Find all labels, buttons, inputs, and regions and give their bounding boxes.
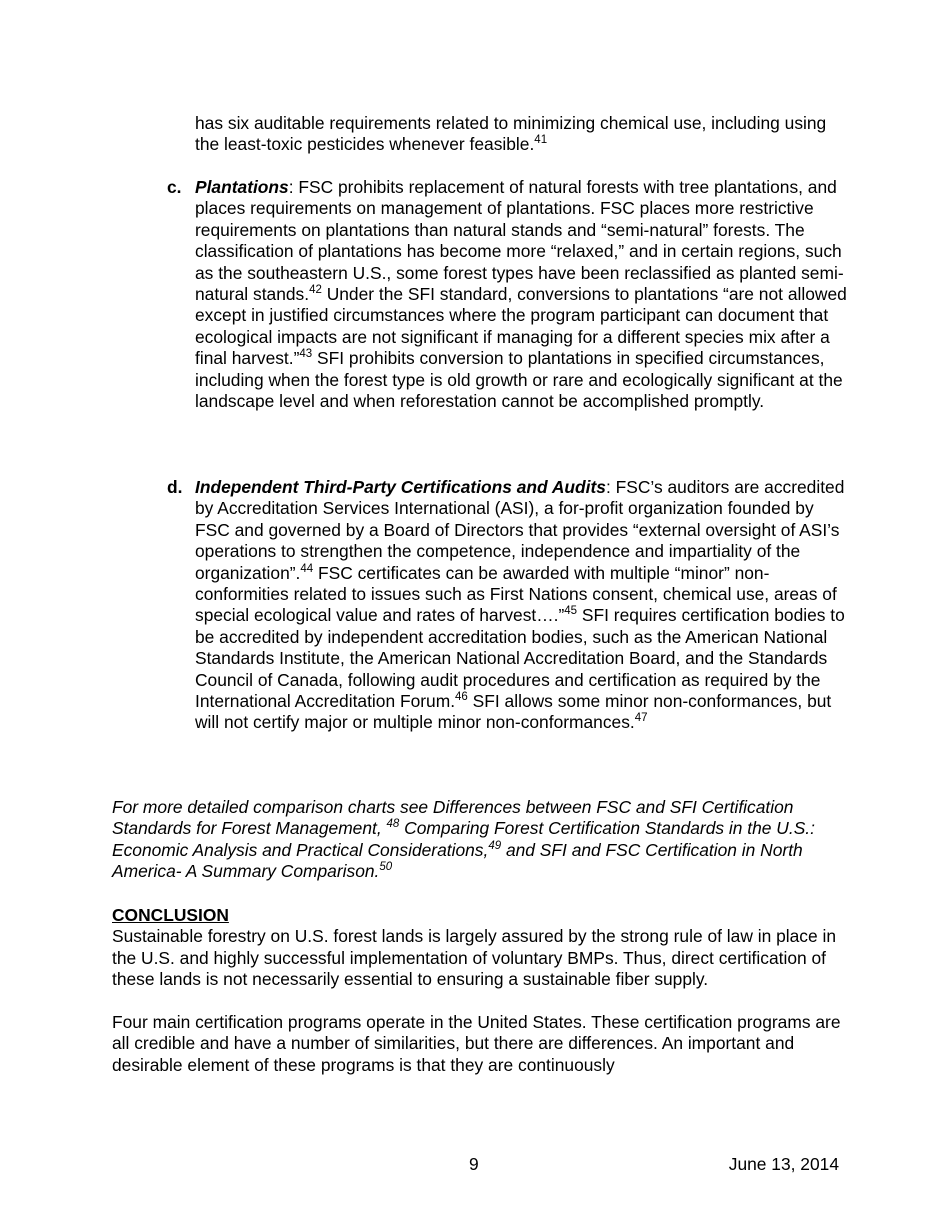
list-item-plantations <box>167 177 847 412</box>
footnote-ref: 47 <box>634 712 648 725</box>
footer-date-text: June 13, 2014 <box>728 1154 839 1174</box>
page-number-text: 9 <box>469 1154 479 1174</box>
list-item-text: SFI allows some minor non-conformances, but will not certify major or multiple minor non-conformances. <box>195 691 832 733</box>
list-item-title: Plantations <box>195 177 289 197</box>
section-heading: CONCLUSION <box>112 905 229 925</box>
list-item-text: : FSC prohibits replacement of natural forests with tree plantations, and places requirements on management of plantations. FSC places more restrictive requirements on plantations than natural stands and “semi-natural” forests. The classification of plantations has become more “relaxed,” and in certain regions, such as the southeastern U.S., some forest types have been reclassified as planted semi-natural stands. <box>195 177 844 305</box>
page-number <box>469 1154 479 1175</box>
comparison-text: For more detailed comparison charts see Differences between FSC and SFI Certification Standards for Forest Management, <box>112 797 794 839</box>
footnote-ref: 44 <box>300 562 314 575</box>
footnote-ref: 43 <box>299 348 313 361</box>
list-item-text: : FSC’s auditors are accredited by Accreditation Services International (ASI), a for-profit organization founded by FSC and governed by a Board of Directors that provides “external oversight of ASI’s operations to strengthen the competence, independence and impartiality of the organization”. <box>195 477 845 583</box>
footnote-ref: 48 <box>386 818 400 831</box>
list-item-third-party-audits <box>167 477 847 734</box>
list-item-text: SFI prohibits conversion to plantations in specified circumstances, including when the forest type is old growth or rare and ecologically significant at the landscape level and when reforestation cannot be accomplished promptly. <box>195 348 843 412</box>
footnote-ref: 46 <box>455 691 468 704</box>
conclusion-paragraph-1: Sustainable forestry on U.S. forest lands is largely assured by the strong rule of law in place in the U.S. and highly successful implementation of voluntary BMPs. Thus, direct certification of these lands is not necessarily essential to ensuring a sustainable fiber supply. <box>112 926 837 990</box>
comparison-paragraph <box>112 797 842 883</box>
conclusion-paragraph-2: Four main certification programs operate in the United States. These certification programs are all credible and have a number of similarities, but there are differences. An important and desirable element of these programs is that they are continuously <box>112 1012 841 1075</box>
list-marker: c. <box>167 177 182 197</box>
list-item-text: FSC certificates can be awarded with multiple “minor” non-conformities related to issues such as First Nations consent, chemical use, areas of special ecological value and rates of harvest….” <box>195 562 837 626</box>
list-marker: d. <box>167 477 183 497</box>
footnote-ref: 42 <box>309 284 322 297</box>
footnote-ref: 49 <box>488 839 502 852</box>
list-item-text: SFI requires certification bodies to be accredited by independent accreditation bodies, such as the American National Standards Institute, the American National Accreditation Board, and the Standards Council of Canada, following audit procedures and certification as required by the International Accreditation Forum. <box>195 605 845 712</box>
list-item-title: Independent Third-Party Certifications and Audits <box>195 477 606 497</box>
list-item-body <box>195 177 847 412</box>
footnote-ref: 50 <box>379 861 393 874</box>
list-item-body <box>195 477 847 734</box>
footer-date <box>729 1154 839 1175</box>
comparison-text: Comparing Forest Certification Standards in the U.S.: Economic Analysis and Practical Considerations, <box>112 818 815 860</box>
footnote-ref: 41 <box>534 134 548 147</box>
intro-paragraph <box>195 113 847 156</box>
conclusion-section <box>112 905 842 1076</box>
intro-text: has six auditable requirements related to minimizing chemical use, including using the least-toxic pesticides whenever feasible. <box>195 113 827 155</box>
comparison-text: and SFI and FSC Certification in North America- A Summary Comparison. <box>112 839 803 882</box>
footnote-ref: 45 <box>564 605 578 618</box>
list-item-text: Under the SFI standard, conversions to plantations “are not allowed except in justified circumstances where the program participant can document that ecological impacts are not significant if managing for a different species mix after a final harvest.” <box>195 284 847 369</box>
